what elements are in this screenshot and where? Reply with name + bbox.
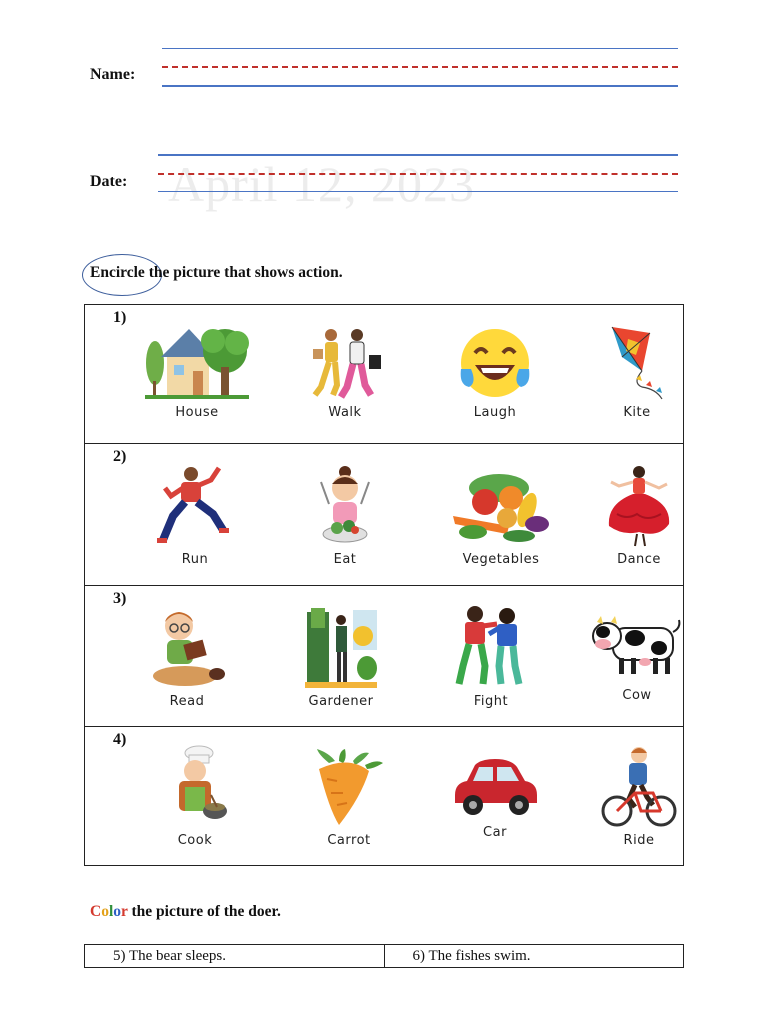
caption-walk: Walk: [328, 405, 362, 420]
picture-read[interactable]: [127, 606, 247, 709]
row-number: 4): [113, 731, 127, 748]
picture-grid: [84, 304, 684, 866]
caption-kite: Kite: [623, 405, 651, 420]
boy-riding-bike-icon: [601, 745, 677, 829]
caption-ride: Ride: [623, 833, 655, 848]
kite-icon: [602, 323, 672, 401]
date-line-mid: [158, 173, 678, 175]
instruction-color-rest: the picture of the doer.: [127, 903, 281, 920]
name-line-mid: [162, 66, 678, 68]
boy-cooking-icon: [153, 745, 237, 829]
car-icon: [447, 755, 543, 821]
color-letter-2: o: [101, 903, 109, 920]
picture-dance[interactable]: [579, 464, 699, 567]
cow-icon: [591, 614, 683, 684]
caption-run: Run: [181, 552, 209, 567]
picture-run[interactable]: [135, 464, 255, 567]
grid-row-1: [85, 305, 683, 444]
girl-eating-icon: [303, 464, 387, 548]
doer-cell-6[interactable]: 6) The fishes swim.: [412, 948, 531, 964]
instruction-encircle-word: Encircle: [90, 264, 145, 281]
fighting-boys-icon: [453, 604, 529, 690]
picture-eat[interactable]: [285, 464, 405, 567]
color-letter-4: o: [113, 903, 122, 920]
caption-vegetables: Vegetables: [462, 552, 540, 567]
caption-dance: Dance: [617, 552, 661, 567]
picture-fight[interactable]: [431, 604, 551, 709]
color-letter-5: r: [121, 903, 128, 920]
color-letter-1: C: [90, 903, 102, 920]
house-icon: [141, 323, 253, 401]
name-line-top: [162, 48, 678, 49]
picture-kite[interactable]: [577, 323, 697, 420]
picture-car[interactable]: [435, 755, 555, 840]
caption-read: Read: [169, 694, 205, 709]
date-label: Date:: [90, 173, 128, 190]
laugh-emoji-icon: [457, 325, 533, 401]
caption-eat: Eat: [333, 552, 357, 567]
row-number: 3): [113, 590, 127, 607]
doer-cell-5[interactable]: 5) The bear sleeps.: [85, 945, 385, 967]
gardener-icon: [303, 606, 379, 690]
grid-row-4: [85, 727, 683, 867]
grid-row-2: [85, 444, 683, 586]
dancer-icon: [603, 464, 675, 548]
picture-laugh[interactable]: [435, 325, 555, 420]
instruction-encircle: [90, 264, 343, 282]
caption-house: House: [175, 405, 219, 420]
vegetables-icon: [449, 468, 553, 548]
caption-fight: Fight: [473, 694, 509, 709]
picture-ride[interactable]: [579, 745, 699, 848]
row-number: 2): [113, 448, 127, 465]
caption-carrot: Carrot: [327, 833, 371, 848]
picture-carrot[interactable]: [289, 749, 409, 848]
caption-laugh: Laugh: [473, 405, 517, 420]
running-boy-icon: [153, 464, 237, 548]
name-line-bottom[interactable]: [162, 85, 678, 87]
instruction-color-word: [90, 903, 128, 920]
date-line-bottom[interactable]: [158, 191, 678, 192]
picture-house[interactable]: [137, 323, 257, 420]
row-number: 1): [113, 309, 127, 326]
grid-row-3: [85, 586, 683, 727]
picture-cook[interactable]: [135, 745, 255, 848]
color-letter-3: l: [108, 903, 114, 920]
instruction-color: [90, 903, 281, 921]
carrot-icon: [309, 749, 389, 829]
doer-table: [84, 944, 684, 968]
picture-gardener[interactable]: [281, 606, 401, 709]
picture-vegetables[interactable]: [441, 468, 561, 567]
picture-walk[interactable]: [285, 327, 405, 420]
walk-icon: [303, 327, 387, 401]
picture-cow[interactable]: [577, 614, 697, 703]
caption-car: Car: [483, 825, 507, 840]
caption-cook: Cook: [177, 833, 213, 848]
caption-cow: Cow: [622, 688, 652, 703]
name-label: Name:: [90, 66, 136, 83]
instruction-encircle-rest: the picture that shows action.: [144, 264, 343, 281]
caption-gardener: Gardener: [308, 694, 374, 709]
date-line-top: [158, 154, 678, 156]
boy-reading-icon: [145, 606, 229, 690]
date-value: April 12, 2023: [168, 156, 476, 212]
